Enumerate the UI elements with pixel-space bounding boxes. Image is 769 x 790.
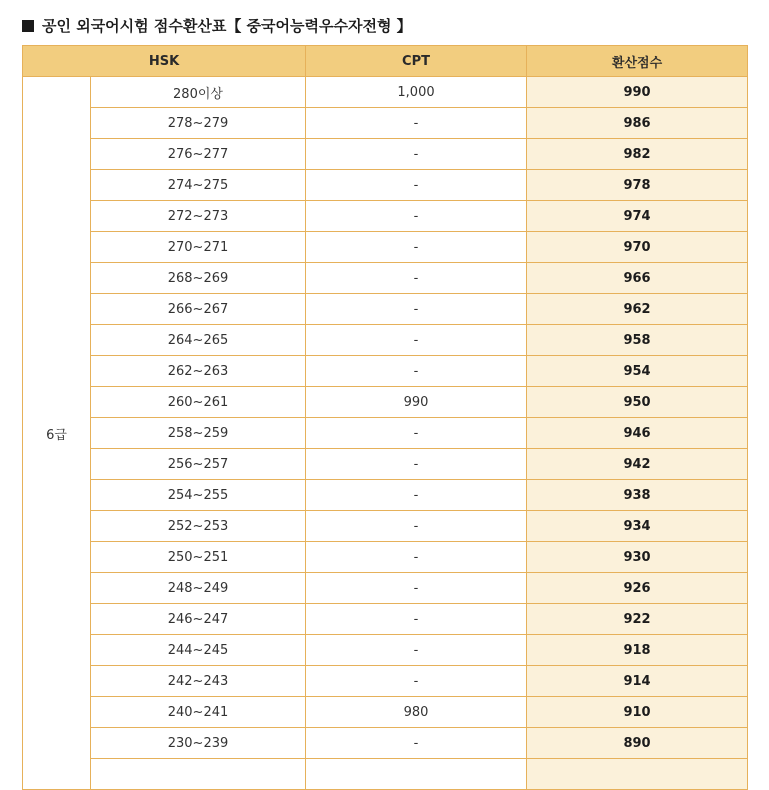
table-row [23, 387, 748, 418]
converted-score-cell: 966 [527, 263, 748, 294]
table-row [23, 573, 748, 604]
hsk-score-cell: 278~279 [91, 108, 306, 139]
table-row [23, 604, 748, 635]
table-row [23, 511, 748, 542]
cpt-score-cell: - [306, 418, 527, 449]
empty-cell [91, 759, 306, 790]
converted-score-cell: 914 [527, 666, 748, 697]
converted-score-cell: 934 [527, 511, 748, 542]
hsk-score-cell: 252~253 [91, 511, 306, 542]
table-row-partial [23, 759, 748, 790]
hsk-score-cell: 246~247 [91, 604, 306, 635]
table-row [23, 170, 748, 201]
converted-score-cell: 978 [527, 170, 748, 201]
hsk-score-cell: 248~249 [91, 573, 306, 604]
table-row [23, 108, 748, 139]
converted-score-cell: 982 [527, 139, 748, 170]
cpt-score-cell: - [306, 201, 527, 232]
converted-score-cell: 938 [527, 480, 748, 511]
cpt-score-cell: - [306, 139, 527, 170]
table-row [23, 542, 748, 573]
table-row [23, 666, 748, 697]
converted-score-cell: 958 [527, 325, 748, 356]
table-row [23, 325, 748, 356]
score-conversion-table [22, 45, 748, 790]
cpt-score-cell: - [306, 573, 527, 604]
table-body [23, 77, 748, 790]
table-row [23, 77, 748, 108]
converted-score-cell: 890 [527, 728, 748, 759]
converted-score-cell: 910 [527, 697, 748, 728]
table-row [23, 294, 748, 325]
converted-score-cell: 926 [527, 573, 748, 604]
table-row [23, 356, 748, 387]
hsk-score-cell: 266~267 [91, 294, 306, 325]
cpt-score-cell: - [306, 635, 527, 666]
level-cell: 6급 [23, 77, 91, 790]
header-cpt: CPT [306, 46, 527, 77]
table-row [23, 728, 748, 759]
table-row [23, 697, 748, 728]
hsk-score-cell: 254~255 [91, 480, 306, 511]
cpt-score-cell: - [306, 728, 527, 759]
table-row [23, 139, 748, 170]
converted-score-cell: 954 [527, 356, 748, 387]
table-row [23, 263, 748, 294]
hsk-score-cell: 276~277 [91, 139, 306, 170]
cpt-score-cell: - [306, 170, 527, 201]
page-title [22, 13, 412, 39]
converted-score-cell: 986 [527, 108, 748, 139]
cpt-score-cell: - [306, 263, 527, 294]
header-row [23, 46, 748, 77]
hsk-score-cell: 270~271 [91, 232, 306, 263]
hsk-score-cell: 244~245 [91, 635, 306, 666]
hsk-score-cell: 268~269 [91, 263, 306, 294]
converted-score-cell: 990 [527, 77, 748, 108]
table-row [23, 480, 748, 511]
table-row [23, 635, 748, 666]
cpt-score-cell: - [306, 666, 527, 697]
cpt-score-cell: - [306, 356, 527, 387]
cpt-score-cell: - [306, 232, 527, 263]
empty-cell [306, 759, 527, 790]
page-title-text: 공인 외국어시험 점수환산표【 중국어능력우수자전형 】 [42, 17, 412, 35]
cpt-score-cell: - [306, 108, 527, 139]
table-row [23, 418, 748, 449]
cpt-score-cell: 1,000 [306, 77, 527, 108]
hsk-score-cell: 250~251 [91, 542, 306, 573]
converted-score-cell: 946 [527, 418, 748, 449]
cpt-score-cell: 980 [306, 697, 527, 728]
hsk-score-cell: 256~257 [91, 449, 306, 480]
cpt-score-cell: - [306, 480, 527, 511]
hsk-score-cell: 242~243 [91, 666, 306, 697]
cpt-score-cell: - [306, 449, 527, 480]
cpt-score-cell: - [306, 604, 527, 635]
cpt-score-cell: - [306, 542, 527, 573]
cpt-score-cell: - [306, 294, 527, 325]
converted-score-cell: 942 [527, 449, 748, 480]
converted-score-cell: 950 [527, 387, 748, 418]
header-hsk: HSK [23, 46, 306, 77]
converted-score-cell: 970 [527, 232, 748, 263]
cpt-score-cell: 990 [306, 387, 527, 418]
hsk-score-cell: 274~275 [91, 170, 306, 201]
table-row [23, 201, 748, 232]
header-converted-score: 환산점수 [527, 46, 748, 77]
square-bullet-icon [22, 20, 34, 32]
cpt-score-cell: - [306, 325, 527, 356]
hsk-score-cell: 260~261 [91, 387, 306, 418]
converted-score-cell: 962 [527, 294, 748, 325]
hsk-score-cell: 230~239 [91, 728, 306, 759]
hsk-score-cell: 280이상 [91, 77, 306, 108]
converted-score-cell: 930 [527, 542, 748, 573]
table-row [23, 232, 748, 263]
converted-score-cell: 918 [527, 635, 748, 666]
converted-score-cell: 974 [527, 201, 748, 232]
hsk-score-cell: 264~265 [91, 325, 306, 356]
hsk-score-cell: 258~259 [91, 418, 306, 449]
converted-score-cell: 922 [527, 604, 748, 635]
hsk-score-cell: 240~241 [91, 697, 306, 728]
cpt-score-cell: - [306, 511, 527, 542]
table-row [23, 449, 748, 480]
hsk-score-cell: 262~263 [91, 356, 306, 387]
empty-cell [527, 759, 748, 790]
hsk-score-cell: 272~273 [91, 201, 306, 232]
table-header [23, 46, 748, 77]
